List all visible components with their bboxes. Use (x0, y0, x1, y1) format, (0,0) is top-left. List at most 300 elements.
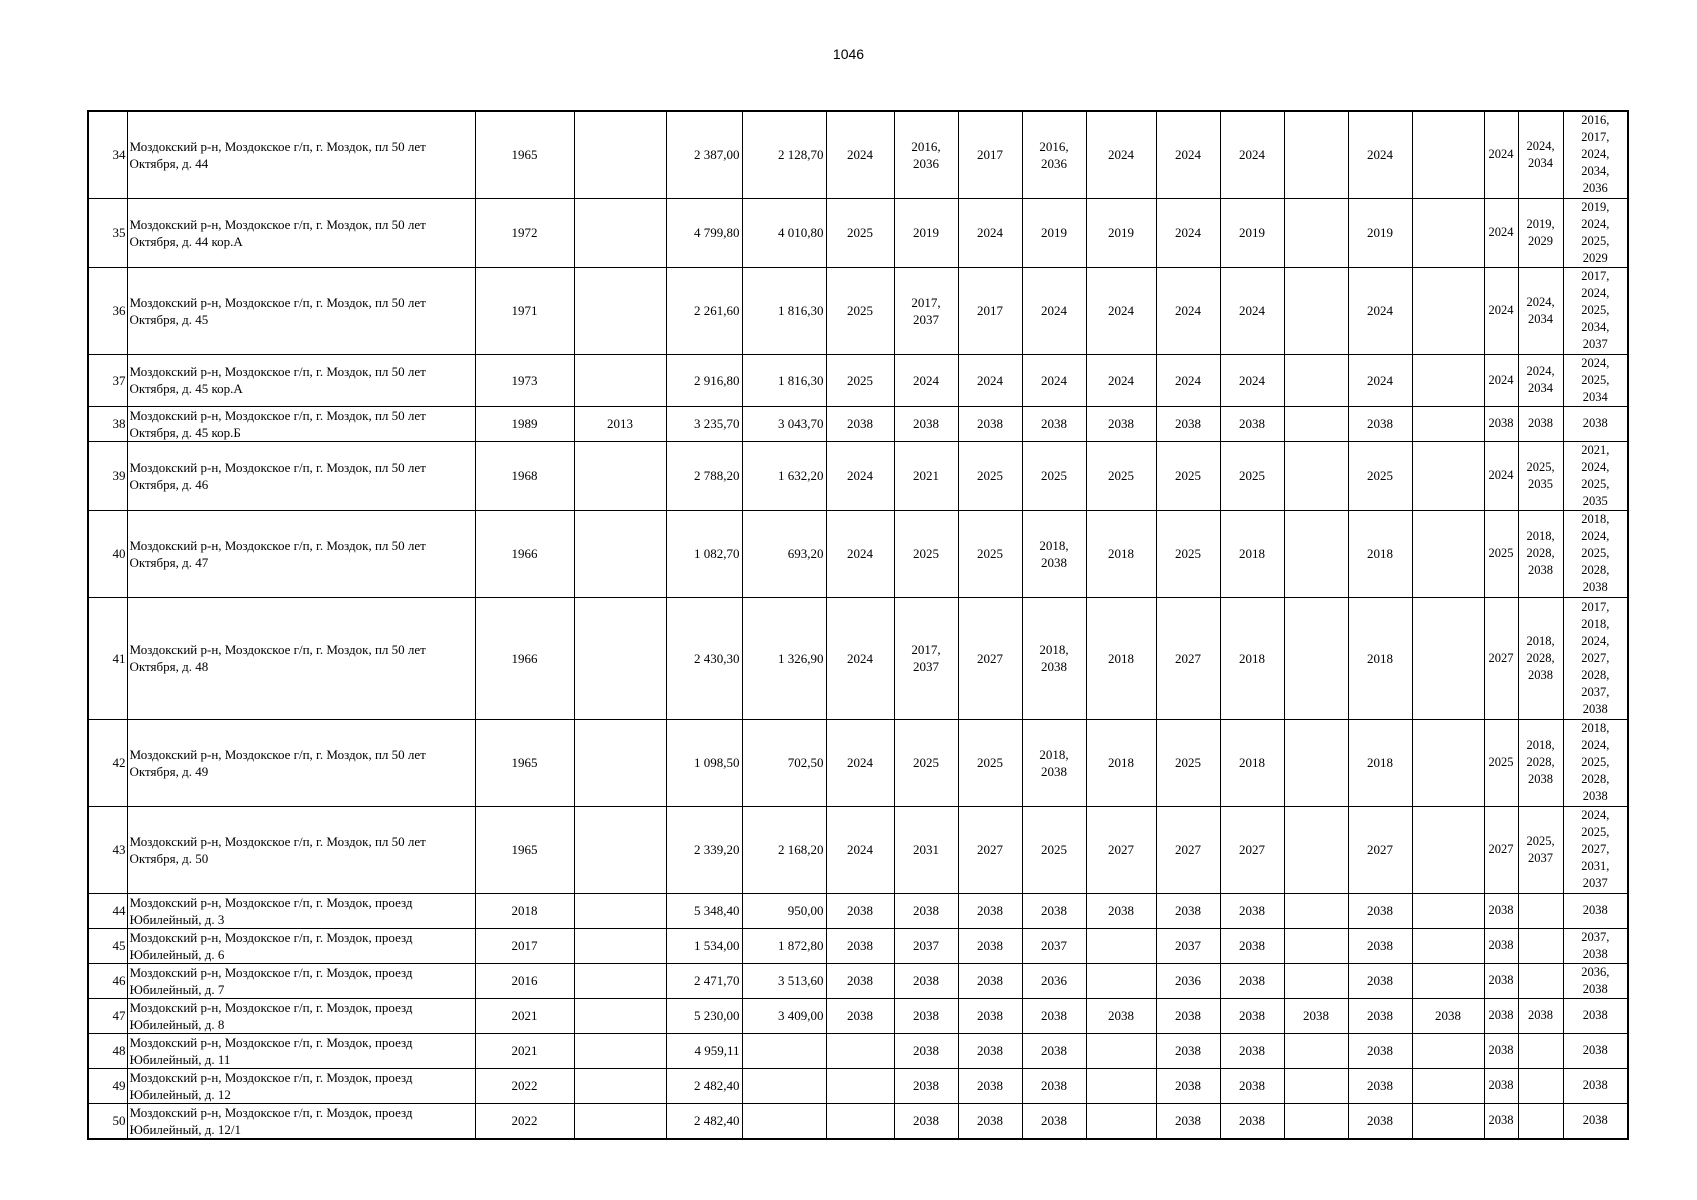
page-number: 1046 (832, 46, 865, 62)
row-number-cell: 42 (88, 719, 127, 806)
repair-year-cell: 2038 (826, 963, 894, 998)
living-area-cell: 1 872,80 (742, 928, 826, 963)
repair-year-cell: 2025, 2035 (1518, 441, 1563, 510)
repair-year-cell: 2016, 2036 (894, 111, 958, 198)
repair-year-cell: 2038 (1484, 998, 1518, 1033)
repair-year-cell: 2024 (826, 597, 894, 719)
living-area-cell (742, 1103, 826, 1139)
repair-year-cell: 2038 (894, 1103, 958, 1139)
living-area-cell: 1 816,30 (742, 267, 826, 354)
repair-year-cell: 2038 (1086, 406, 1156, 441)
living-area-cell: 693,20 (742, 510, 826, 597)
repair-year-cell: 2038 (1156, 1033, 1220, 1068)
repair-year-cell: 2027 (958, 806, 1022, 893)
repair-year-cell: 2018 (1348, 510, 1412, 597)
repair-year-cell (1284, 441, 1348, 510)
total-area-cell: 2 430,30 (666, 597, 742, 719)
repair-year-cell: 2038 (894, 406, 958, 441)
build-year-cell: 2021 (475, 998, 574, 1033)
repair-year-cell: 2018 (1220, 597, 1284, 719)
address-cell: Моздокский р-н, Моздокское г/п, г. Моздок, проезд Юбилейный, д. 3 (127, 893, 475, 928)
repair-year-cell: 2038 (1022, 1033, 1086, 1068)
repair-year-cell: 2038 (1220, 1103, 1284, 1139)
repair-year-cell: 2024 (1086, 354, 1156, 406)
repair-year-cell: 2037 (1022, 928, 1086, 963)
repair-year-cell: 2024 (826, 806, 894, 893)
repair-year-cell (1284, 597, 1348, 719)
repair-year-cell: 2017 (958, 111, 1022, 198)
repair-year-cell (1284, 406, 1348, 441)
repair-year-cell (1412, 510, 1484, 597)
table-row (88, 198, 1628, 267)
build-year-cell: 2018 (475, 893, 574, 928)
address-cell: Моздокский р-н, Моздокское г/п, г. Моздок, пл 50 лет Октября, д. 48 (127, 597, 475, 719)
address-cell: Моздокский р-н, Моздокское г/п, г. Моздок, пл 50 лет Октября, д. 47 (127, 510, 475, 597)
repair-year-cell: 2018 (1220, 510, 1284, 597)
reconstruction-year-cell (574, 111, 666, 198)
repair-year-cell: 2038 (1086, 893, 1156, 928)
repair-year-cell: 2038 (1348, 1033, 1412, 1068)
repair-year-cell (1284, 198, 1348, 267)
repair-year-cell (1412, 441, 1484, 510)
repair-year-cell: 2038 (1156, 893, 1220, 928)
repair-year-cell (826, 1103, 894, 1139)
repair-years-list-cell: 2038 (1563, 1103, 1628, 1139)
reconstruction-year-cell (574, 719, 666, 806)
repair-year-cell (1284, 354, 1348, 406)
address-cell: Моздокский р-н, Моздокское г/п, г. Моздок, пл 50 лет Октября, д. 44 (127, 111, 475, 198)
repair-year-cell (1518, 893, 1563, 928)
repair-year-cell: 2025 (894, 719, 958, 806)
repair-year-cell (1284, 267, 1348, 354)
repair-year-cell: 2024 (826, 510, 894, 597)
row-number-cell: 37 (88, 354, 127, 406)
repair-year-cell: 2037 (894, 928, 958, 963)
repair-year-cell: 2024, 2034 (1518, 267, 1563, 354)
reconstruction-year-cell (574, 806, 666, 893)
repair-year-cell: 2027 (958, 597, 1022, 719)
address-cell: Моздокский р-н, Моздокское г/п, г. Моздок, пл 50 лет Октября, д. 50 (127, 806, 475, 893)
reconstruction-year-cell (574, 963, 666, 998)
reconstruction-year-cell: 2013 (574, 406, 666, 441)
repair-years-list-cell: 2024, 2025, 2034 (1563, 354, 1628, 406)
repair-year-cell: 2024 (1484, 198, 1518, 267)
repair-year-cell: 2024 (1220, 267, 1284, 354)
repair-year-cell: 2018, 2038 (1022, 719, 1086, 806)
repair-year-cell: 2017, 2037 (894, 597, 958, 719)
repair-year-cell: 2038 (1022, 1068, 1086, 1103)
repair-years-list-cell: 2038 (1563, 893, 1628, 928)
total-area-cell: 2 482,40 (666, 1068, 742, 1103)
repair-year-cell: 2038 (826, 928, 894, 963)
repair-year-cell: 2025 (826, 198, 894, 267)
repair-year-cell: 2025 (1022, 441, 1086, 510)
repair-years-list-cell: 2016, 2017, 2024, 2034, 2036 (1563, 111, 1628, 198)
repair-year-cell: 2018 (1348, 597, 1412, 719)
repair-year-cell: 2038 (1284, 998, 1348, 1033)
repair-year-cell (1284, 806, 1348, 893)
repair-year-cell (1284, 1068, 1348, 1103)
repair-year-cell: 2027 (1484, 597, 1518, 719)
repair-year-cell (1412, 198, 1484, 267)
repair-year-cell: 2027 (1348, 806, 1412, 893)
repair-year-cell: 2038 (1348, 963, 1412, 998)
repair-year-cell: 2038 (1412, 998, 1484, 1033)
address-cell: Моздокский р-н, Моздокское г/п, г. Моздок, проезд Юбилейный, д. 6 (127, 928, 475, 963)
table-row (88, 354, 1628, 406)
repair-year-cell: 2038 (958, 998, 1022, 1033)
total-area-cell: 2 482,40 (666, 1103, 742, 1139)
build-year-cell: 2022 (475, 1103, 574, 1139)
repair-year-cell: 2038 (958, 893, 1022, 928)
repair-year-cell: 2017 (958, 267, 1022, 354)
total-area-cell: 2 916,80 (666, 354, 742, 406)
total-area-cell: 1 534,00 (666, 928, 742, 963)
repair-year-cell: 2038 (1220, 963, 1284, 998)
repair-year-cell: 2038 (1348, 1103, 1412, 1139)
repair-year-cell: 2038 (1484, 963, 1518, 998)
reconstruction-year-cell (574, 510, 666, 597)
living-area-cell: 2 168,20 (742, 806, 826, 893)
repair-year-cell: 2038 (1518, 406, 1563, 441)
repair-year-cell: 2038 (958, 928, 1022, 963)
repair-year-cell: 2024 (1022, 354, 1086, 406)
repair-years-list-cell: 2021, 2024, 2025, 2035 (1563, 441, 1628, 510)
repair-year-cell: 2016, 2036 (1022, 111, 1086, 198)
table-row (88, 1103, 1628, 1139)
total-area-cell: 3 235,70 (666, 406, 742, 441)
repair-year-cell: 2021 (894, 441, 958, 510)
repair-year-cell: 2025 (1484, 510, 1518, 597)
repair-year-cell: 2038 (1156, 998, 1220, 1033)
repair-year-cell: 2038 (1220, 1068, 1284, 1103)
repair-year-cell: 2019, 2029 (1518, 198, 1563, 267)
repair-year-cell: 2038 (894, 893, 958, 928)
repair-year-cell: 2038 (1348, 406, 1412, 441)
address-cell: Моздокский р-н, Моздокское г/п, г. Моздок, пл 50 лет Октября, д. 45 кор.Б (127, 406, 475, 441)
repair-year-cell: 2019 (1022, 198, 1086, 267)
build-year-cell: 1968 (475, 441, 574, 510)
repair-year-cell: 2018 (1086, 597, 1156, 719)
repair-year-cell: 2038 (958, 1033, 1022, 1068)
row-number-cell: 47 (88, 998, 127, 1033)
repair-year-cell: 2038 (958, 406, 1022, 441)
repair-year-cell (1412, 963, 1484, 998)
row-number-cell: 48 (88, 1033, 127, 1068)
address-cell: Моздокский р-н, Моздокское г/п, г. Моздок, пл 50 лет Октября, д. 49 (127, 719, 475, 806)
reconstruction-year-cell (574, 998, 666, 1033)
table-row (88, 597, 1628, 719)
reconstruction-year-cell (574, 1068, 666, 1103)
row-number-cell: 38 (88, 406, 127, 441)
repair-year-cell (1518, 928, 1563, 963)
repair-year-cell: 2024 (1484, 111, 1518, 198)
address-cell: Моздокский р-н, Моздокское г/п, г. Моздок, проезд Юбилейный, д. 11 (127, 1033, 475, 1068)
repair-year-cell: 2027 (1484, 806, 1518, 893)
repair-year-cell: 2038 (1348, 928, 1412, 963)
living-area-cell: 1 816,30 (742, 354, 826, 406)
repair-year-cell: 2017, 2037 (894, 267, 958, 354)
living-area-cell: 4 010,80 (742, 198, 826, 267)
repair-year-cell (1412, 928, 1484, 963)
repair-year-cell: 2038 (826, 998, 894, 1033)
repair-year-cell: 2025, 2037 (1518, 806, 1563, 893)
repair-year-cell: 2038 (1348, 998, 1412, 1033)
living-area-cell: 3 513,60 (742, 963, 826, 998)
repair-year-cell (1412, 719, 1484, 806)
repair-year-cell: 2038 (1484, 928, 1518, 963)
repair-years-list-cell: 2038 (1563, 998, 1628, 1033)
repair-year-cell: 2038 (1022, 998, 1086, 1033)
reconstruction-year-cell (574, 441, 666, 510)
living-area-cell (742, 1033, 826, 1068)
total-area-cell: 4 959,11 (666, 1033, 742, 1068)
living-area-cell: 2 128,70 (742, 111, 826, 198)
row-number-cell: 36 (88, 267, 127, 354)
row-number-cell: 40 (88, 510, 127, 597)
table-row (88, 406, 1628, 441)
repair-year-cell: 2038 (1022, 406, 1086, 441)
build-year-cell: 1966 (475, 510, 574, 597)
repair-year-cell: 2038 (1220, 998, 1284, 1033)
table-row (88, 893, 1628, 928)
repair-year-cell: 2038 (1220, 928, 1284, 963)
repair-year-cell (1518, 963, 1563, 998)
repair-year-cell (1518, 1103, 1563, 1139)
living-area-cell: 1 632,20 (742, 441, 826, 510)
repair-year-cell: 2018 (1348, 719, 1412, 806)
repair-year-cell (1284, 893, 1348, 928)
repair-year-cell: 2018, 2038 (1022, 510, 1086, 597)
repair-year-cell (1518, 1033, 1563, 1068)
repair-year-cell (1284, 1033, 1348, 1068)
reconstruction-year-cell (574, 354, 666, 406)
repair-year-cell: 2038 (1156, 1103, 1220, 1139)
repair-year-cell (1518, 1068, 1563, 1103)
repair-year-cell: 2024 (1484, 267, 1518, 354)
living-area-cell (742, 1068, 826, 1103)
repair-year-cell (1412, 893, 1484, 928)
repair-year-cell: 2024 (1156, 267, 1220, 354)
repair-year-cell: 2025 (1086, 441, 1156, 510)
build-year-cell: 1973 (475, 354, 574, 406)
repair-year-cell: 2019 (1086, 198, 1156, 267)
row-number-cell: 46 (88, 963, 127, 998)
total-area-cell: 2 788,20 (666, 441, 742, 510)
repair-year-cell (1412, 1103, 1484, 1139)
repair-year-cell (1284, 963, 1348, 998)
repair-year-cell: 2038 (826, 406, 894, 441)
build-year-cell: 1965 (475, 111, 574, 198)
repair-years-list-cell: 2037, 2038 (1563, 928, 1628, 963)
repair-year-cell: 2025 (958, 719, 1022, 806)
living-area-cell: 3 043,70 (742, 406, 826, 441)
repair-year-cell: 2019 (1220, 198, 1284, 267)
repair-year-cell: 2024 (1484, 354, 1518, 406)
repair-year-cell: 2025 (1220, 441, 1284, 510)
repair-year-cell (1284, 1103, 1348, 1139)
repair-year-cell: 2018, 2028, 2038 (1518, 597, 1563, 719)
repair-year-cell: 2025 (1156, 441, 1220, 510)
repair-years-list-cell: 2024, 2025, 2027, 2031, 2037 (1563, 806, 1628, 893)
build-year-cell: 1965 (475, 719, 574, 806)
repair-year-cell (1412, 111, 1484, 198)
repair-year-cell: 2027 (1156, 597, 1220, 719)
table-row (88, 510, 1628, 597)
repair-year-cell: 2038 (1484, 406, 1518, 441)
reconstruction-year-cell (574, 893, 666, 928)
repair-year-cell: 2025 (958, 441, 1022, 510)
reconstruction-year-cell (574, 928, 666, 963)
repair-year-cell (1086, 928, 1156, 963)
repair-year-cell: 2038 (1086, 998, 1156, 1033)
repair-year-cell (1412, 267, 1484, 354)
repair-year-cell (1412, 354, 1484, 406)
repair-year-cell: 2038 (894, 1033, 958, 1068)
repair-year-cell: 2038 (1484, 893, 1518, 928)
repair-year-cell (1412, 406, 1484, 441)
repair-year-cell (1412, 1068, 1484, 1103)
total-area-cell: 4 799,80 (666, 198, 742, 267)
address-cell: Моздокский р-н, Моздокское г/п, г. Моздок, проезд Юбилейный, д. 8 (127, 998, 475, 1033)
table-row (88, 719, 1628, 806)
repair-year-cell: 2038 (894, 963, 958, 998)
repair-years-list-cell: 2036, 2038 (1563, 963, 1628, 998)
total-area-cell: 5 230,00 (666, 998, 742, 1033)
repair-year-cell (826, 1068, 894, 1103)
repair-year-cell: 2024 (1220, 111, 1284, 198)
repair-year-cell: 2024 (826, 441, 894, 510)
repair-year-cell (1086, 963, 1156, 998)
repair-year-cell: 2036 (1022, 963, 1086, 998)
repair-year-cell: 2038 (1022, 1103, 1086, 1139)
repair-year-cell: 2024 (958, 198, 1022, 267)
repair-year-cell: 2038 (1220, 1033, 1284, 1068)
row-number-cell: 39 (88, 441, 127, 510)
address-cell: Моздокский р-н, Моздокское г/п, г. Моздок, пл 50 лет Октября, д. 45 кор.А (127, 354, 475, 406)
repair-year-cell (1284, 510, 1348, 597)
row-number-cell: 43 (88, 806, 127, 893)
repair-year-cell: 2031 (894, 806, 958, 893)
repair-year-cell: 2018 (1086, 719, 1156, 806)
repair-year-cell: 2027 (1086, 806, 1156, 893)
repair-year-cell: 2038 (826, 893, 894, 928)
repair-years-list-cell: 2017, 2024, 2025, 2034, 2037 (1563, 267, 1628, 354)
repair-year-cell: 2024 (1484, 441, 1518, 510)
repair-year-cell: 2038 (958, 1068, 1022, 1103)
repair-year-cell: 2038 (1156, 406, 1220, 441)
build-year-cell: 1966 (475, 597, 574, 719)
row-number-cell: 44 (88, 893, 127, 928)
repair-years-list-cell: 2038 (1563, 406, 1628, 441)
repair-year-cell: 2038 (958, 1103, 1022, 1139)
build-year-cell: 2022 (475, 1068, 574, 1103)
repair-year-cell: 2038 (1220, 406, 1284, 441)
repair-years-list-cell: 2017, 2018, 2024, 2027, 2028, 2037, 2038 (1563, 597, 1628, 719)
repair-year-cell: 2025 (958, 510, 1022, 597)
repair-year-cell (1284, 719, 1348, 806)
row-number-cell: 34 (88, 111, 127, 198)
repair-year-cell: 2018 (1086, 510, 1156, 597)
repair-years-list-cell: 2018, 2024, 2025, 2028, 2038 (1563, 510, 1628, 597)
repair-year-cell (1412, 597, 1484, 719)
repair-year-cell (1412, 1033, 1484, 1068)
build-year-cell: 1965 (475, 806, 574, 893)
repair-years-list-cell: 2038 (1563, 1033, 1628, 1068)
reconstruction-year-cell (574, 198, 666, 267)
repair-year-cell: 2024 (1156, 111, 1220, 198)
repair-year-cell (1086, 1033, 1156, 1068)
repair-year-cell: 2025 (1484, 719, 1518, 806)
total-area-cell: 2 471,70 (666, 963, 742, 998)
repair-year-cell: 2038 (894, 998, 958, 1033)
table-row (88, 806, 1628, 893)
build-year-cell: 2017 (475, 928, 574, 963)
repair-year-cell: 2024, 2034 (1518, 111, 1563, 198)
table-row (88, 267, 1628, 354)
repair-year-cell (1284, 111, 1348, 198)
repair-year-cell: 2025 (826, 267, 894, 354)
repair-year-cell: 2025 (894, 510, 958, 597)
row-number-cell: 45 (88, 928, 127, 963)
repair-year-cell: 2024, 2034 (1518, 354, 1563, 406)
repair-year-cell: 2038 (894, 1068, 958, 1103)
repair-year-cell: 2038 (1348, 1068, 1412, 1103)
repair-year-cell: 2027 (1220, 806, 1284, 893)
repair-year-cell: 2038 (1484, 1103, 1518, 1139)
table-row (88, 998, 1628, 1033)
repair-year-cell: 2025 (1022, 806, 1086, 893)
table-row (88, 111, 1628, 198)
address-cell: Моздокский р-н, Моздокское г/п, г. Моздок, проезд Юбилейный, д. 7 (127, 963, 475, 998)
address-cell: Моздокский р-н, Моздокское г/п, г. Моздок, проезд Юбилейный, д. 12/1 (127, 1103, 475, 1139)
row-number-cell: 49 (88, 1068, 127, 1103)
reconstruction-year-cell (574, 267, 666, 354)
table-row (88, 928, 1628, 963)
repair-year-cell: 2025 (1156, 510, 1220, 597)
address-cell: Моздокский р-н, Моздокское г/п, г. Моздок, пл 50 лет Октября, д. 45 (127, 267, 475, 354)
repair-year-cell: 2024 (958, 354, 1022, 406)
row-number-cell: 35 (88, 198, 127, 267)
address-cell: Моздокский р-н, Моздокское г/п, г. Моздок, пл 50 лет Октября, д. 44 кор.А (127, 198, 475, 267)
table-row (88, 1033, 1628, 1068)
build-year-cell: 1989 (475, 406, 574, 441)
repair-year-cell: 2038 (1220, 893, 1284, 928)
repair-year-cell: 2018, 2028, 2038 (1518, 719, 1563, 806)
repair-year-cell: 2024 (1348, 354, 1412, 406)
repair-year-cell: 2024 (1086, 267, 1156, 354)
repair-year-cell: 2024 (1348, 267, 1412, 354)
living-area-cell: 1 326,90 (742, 597, 826, 719)
repair-year-cell: 2024 (1022, 267, 1086, 354)
total-area-cell: 2 261,60 (666, 267, 742, 354)
repair-year-cell: 2024 (1220, 354, 1284, 406)
repair-year-cell (1086, 1103, 1156, 1139)
repair-year-cell: 2038 (1518, 998, 1563, 1033)
repair-year-cell: 2019 (894, 198, 958, 267)
address-cell: Моздокский р-н, Моздокское г/п, г. Моздок, проезд Юбилейный, д. 12 (127, 1068, 475, 1103)
table-row (88, 441, 1628, 510)
repair-years-list-cell: 2019, 2024, 2025, 2029 (1563, 198, 1628, 267)
build-year-cell: 1971 (475, 267, 574, 354)
total-area-cell: 2 339,20 (666, 806, 742, 893)
repair-year-cell (1284, 928, 1348, 963)
living-area-cell: 3 409,00 (742, 998, 826, 1033)
repair-years-list-cell: 2018, 2024, 2025, 2028, 2038 (1563, 719, 1628, 806)
repair-year-cell: 2024 (1086, 111, 1156, 198)
repair-year-cell: 2018, 2028, 2038 (1518, 510, 1563, 597)
address-cell: Моздокский р-н, Моздокское г/п, г. Моздок, пл 50 лет Октября, д. 46 (127, 441, 475, 510)
